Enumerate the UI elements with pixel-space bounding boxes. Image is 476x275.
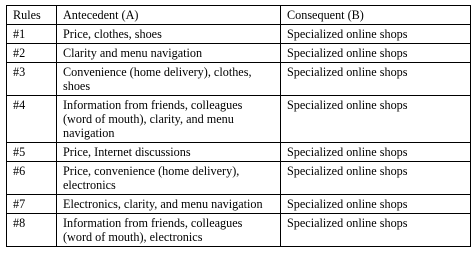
rule-id: #7 xyxy=(7,195,57,214)
header-consequent: Consequent (B) xyxy=(281,6,471,25)
rule-id: #5 xyxy=(7,143,57,162)
table-row xyxy=(7,195,471,214)
table-row xyxy=(7,143,471,162)
antecedent-cell: Price, clothes, shoes xyxy=(57,25,281,44)
table-row xyxy=(7,96,471,143)
association-rules-table xyxy=(6,5,471,247)
consequent-cell: Specialized online shops xyxy=(281,63,471,96)
antecedent-cell: Information from friends, colleagues (word of mouth), clarity, and menu navigation xyxy=(57,96,281,143)
header-rules: Rules xyxy=(7,6,57,25)
rule-id: #8 xyxy=(7,214,57,247)
antecedent-cell: Convenience (home delivery), clothes, shoes xyxy=(57,63,281,96)
antecedent-cell: Electronics, clarity, and menu navigation xyxy=(57,195,281,214)
antecedent-cell: Information from friends, colleagues (word of mouth), electronics xyxy=(57,214,281,247)
consequent-cell: Specialized online shops xyxy=(281,162,471,195)
antecedent-cell: Price, Internet discussions xyxy=(57,143,281,162)
rule-id: #4 xyxy=(7,96,57,143)
consequent-cell: Specialized online shops xyxy=(281,44,471,63)
rule-id: #6 xyxy=(7,162,57,195)
table-row xyxy=(7,25,471,44)
table-row xyxy=(7,214,471,247)
consequent-cell: Specialized online shops xyxy=(281,214,471,247)
table-header-row xyxy=(7,6,471,25)
consequent-cell: Specialized online shops xyxy=(281,96,471,143)
consequent-cell: Specialized online shops xyxy=(281,143,471,162)
antecedent-cell: Price, convenience (home delivery), electronics xyxy=(57,162,281,195)
rule-id: #1 xyxy=(7,25,57,44)
consequent-cell: Specialized online shops xyxy=(281,25,471,44)
table-row xyxy=(7,63,471,96)
rule-id: #2 xyxy=(7,44,57,63)
header-antecedent: Antecedent (A) xyxy=(57,6,281,25)
consequent-cell: Specialized online shops xyxy=(281,195,471,214)
rule-id: #3 xyxy=(7,63,57,96)
table-row xyxy=(7,44,471,63)
table-row xyxy=(7,162,471,195)
antecedent-cell: Clarity and menu navigation xyxy=(57,44,281,63)
